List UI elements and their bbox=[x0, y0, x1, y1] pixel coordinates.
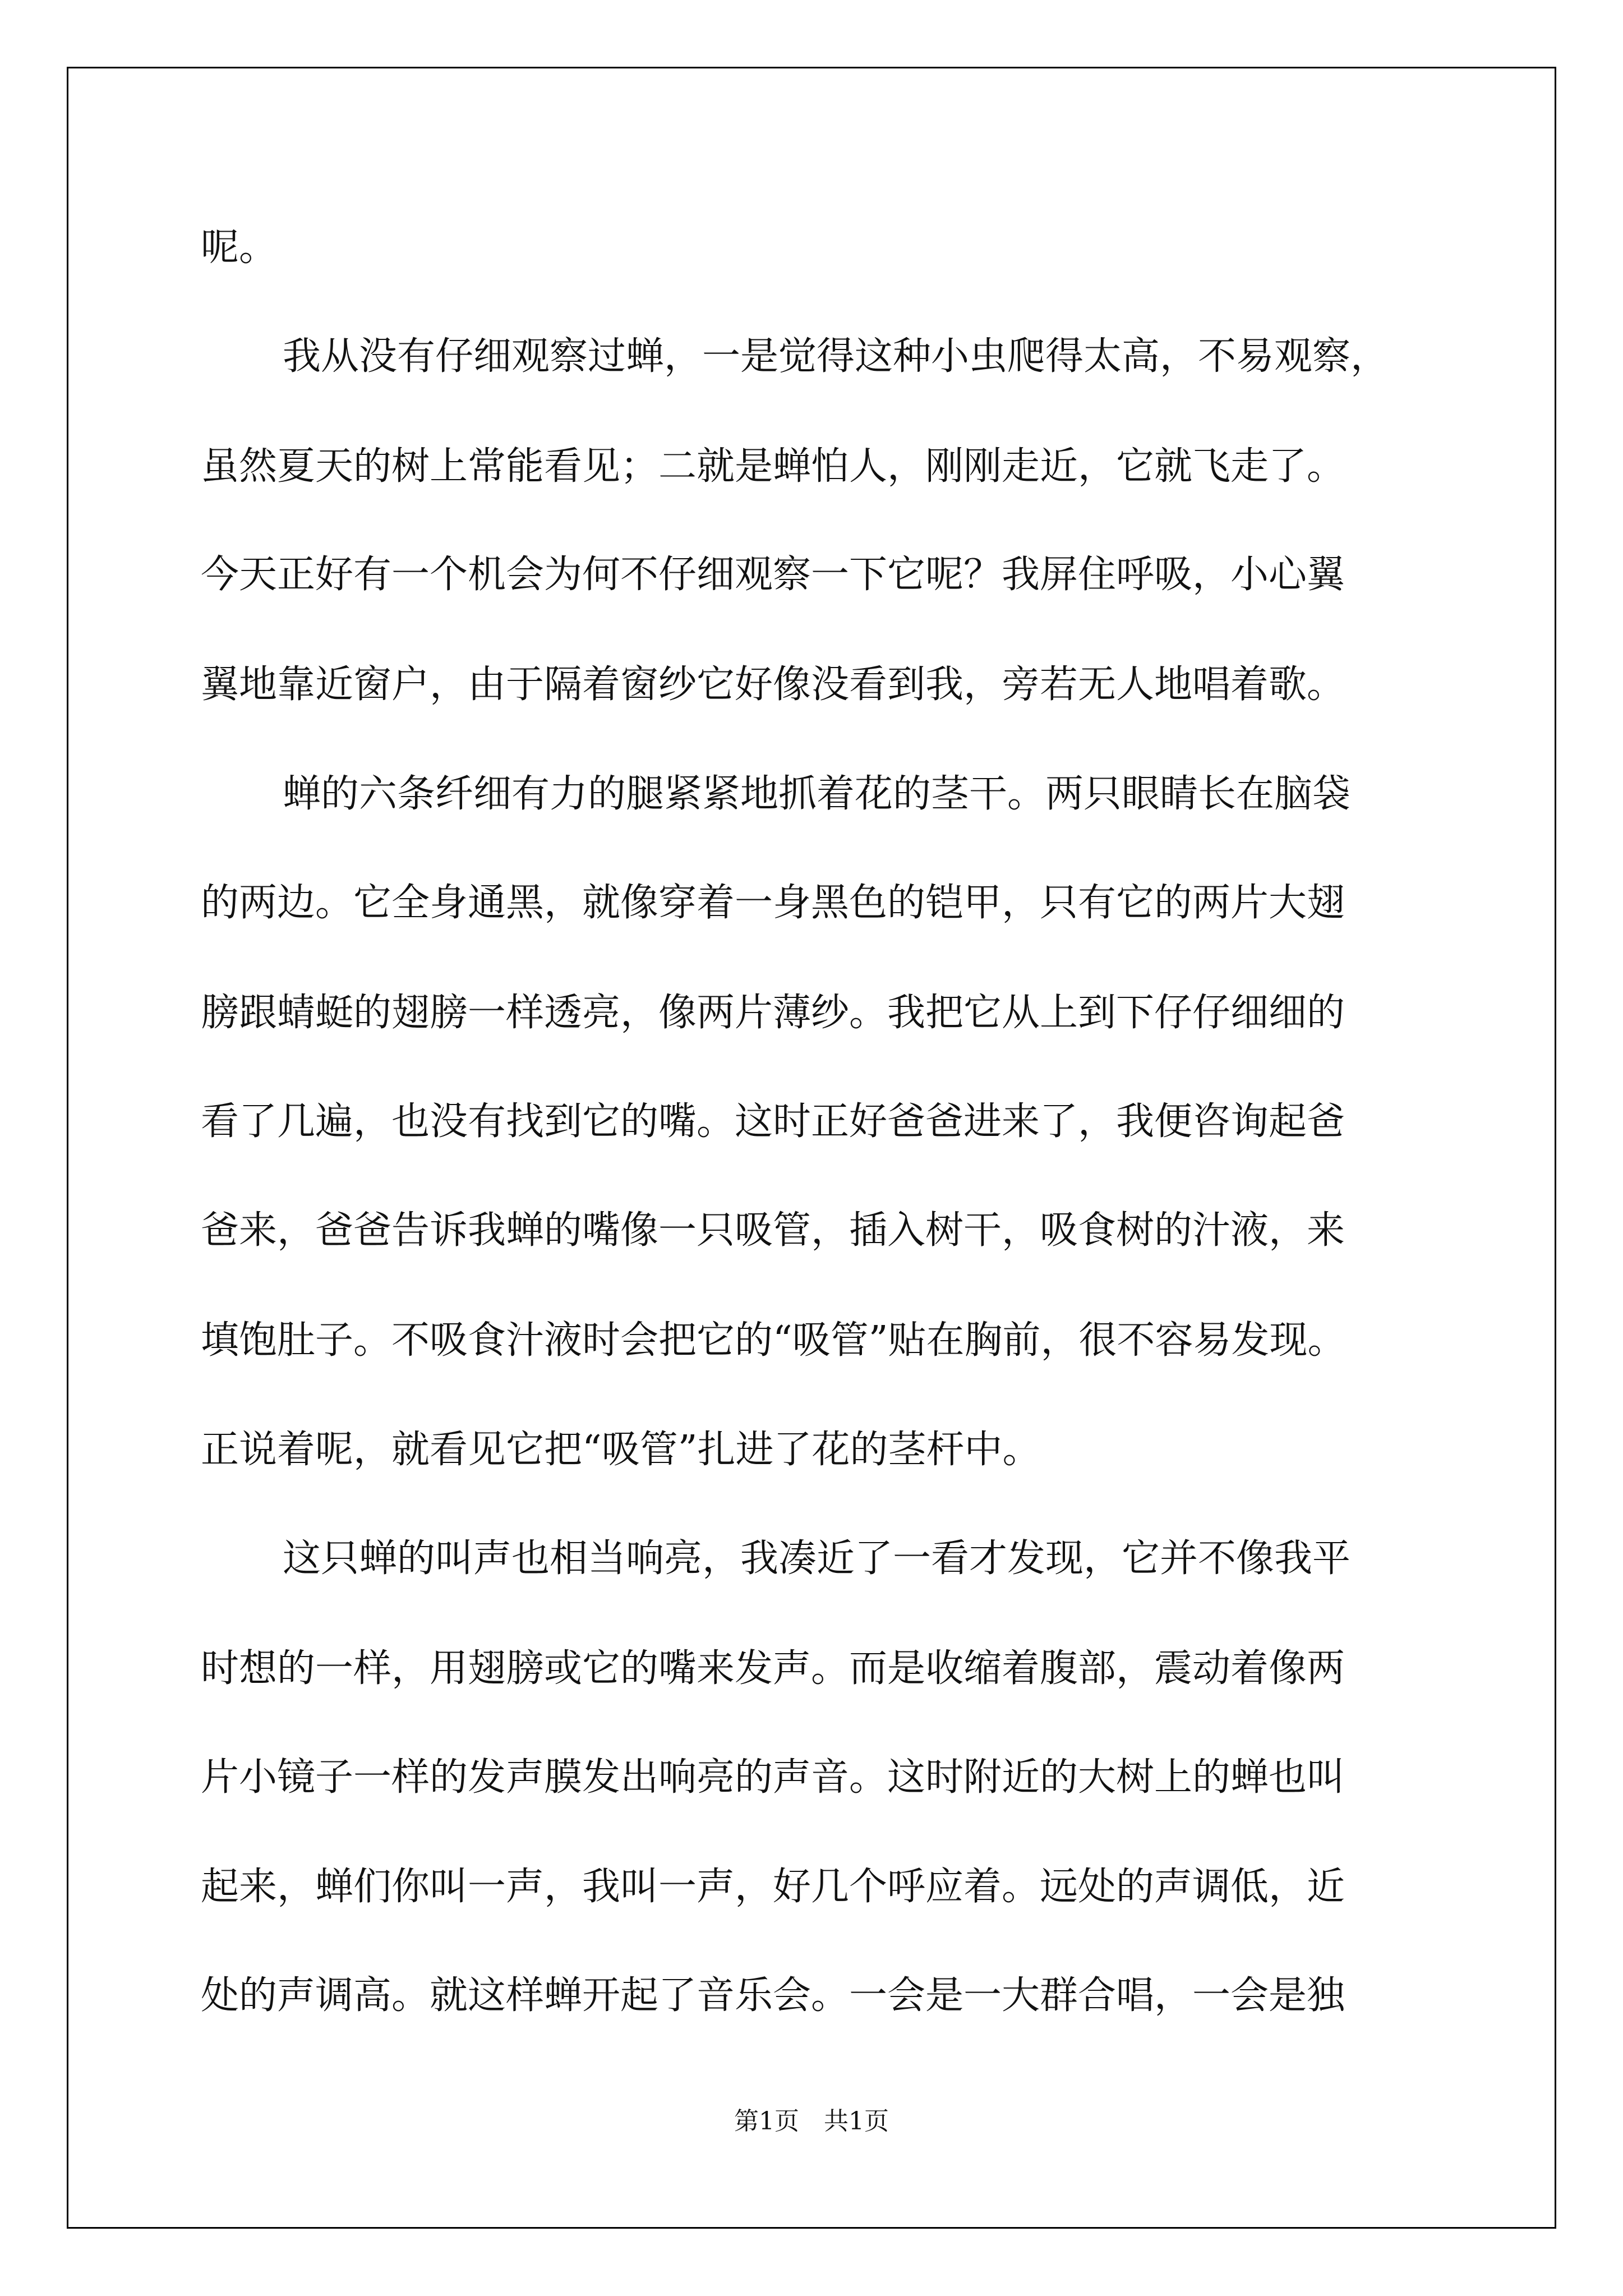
text-line: 翼地靠近窗户，由于隔着窗纱它好像没看到我，旁若无人地唱着歌。 bbox=[201, 662, 1345, 707]
text-line: 我从没有仔细观察过蝉，一是觉得这种小虫爬得太高，不易观察， bbox=[283, 334, 1389, 379]
text-line: 今天正好有一个机会为何不仔细观察一下它呢？我屏住呼吸，小心翼 bbox=[201, 553, 1345, 597]
text-line: 填饱肚子。不吸食汁液时会把它的“吸管”贴在胸前，很不容易发现。 bbox=[201, 1318, 1346, 1363]
text-line: 的两边。它全身通黑，就像穿着一身黑色的铠甲，只有它的两片大翅 bbox=[201, 881, 1345, 925]
text-line: 片小镜子一样的发声膜发出响亮的声音。这时附近的大树上的蝉也叫 bbox=[201, 1755, 1345, 1800]
text-line: 虽然夏天的树上常能看见；二就是蝉怕人，刚刚走近，它就飞走了。 bbox=[201, 444, 1345, 489]
text-line: 时想的一样，用翅膀或它的嘴来发声。而是收缩着腹部，震动着像两 bbox=[201, 1646, 1345, 1691]
text-line: 呢。 bbox=[201, 226, 278, 270]
text-line: 膀跟蜻蜓的翅膀一样透亮，像两片薄纱。我把它从上到下仔仔细细的 bbox=[201, 991, 1345, 1035]
text-line: 正说着呢，就看见它把“吸管”扎进了花的茎杆中。 bbox=[201, 1428, 1041, 1472]
text-line: 蝉的六条纤细有力的腿紧紧地抓着花的茎干。两只眼睛长在脑袋 bbox=[283, 772, 1351, 816]
text-line: 看了几遍，也没有找到它的嘴。这时正好爸爸进来了，我便咨询起爸 bbox=[201, 1099, 1345, 1144]
text-line: 处的声调高。就这样蝉开起了音乐会。一会是一大群合唱，一会是独 bbox=[201, 1973, 1345, 2018]
text-line: 起来，蝉们你叫一声，我叫一声，好几个呼应着。远处的声调低，近 bbox=[201, 1865, 1345, 1909]
text-line: 这只蝉的叫声也相当响亮，我凑近了一看才发现，它并不像我平 bbox=[283, 1536, 1351, 1581]
page-footer: 第1页 共1页 bbox=[734, 2107, 889, 2136]
text-line: 爸来，爸爸告诉我蝉的嘴像一只吸管，插入树干，吸食树的汁液，来 bbox=[201, 1208, 1345, 1253]
